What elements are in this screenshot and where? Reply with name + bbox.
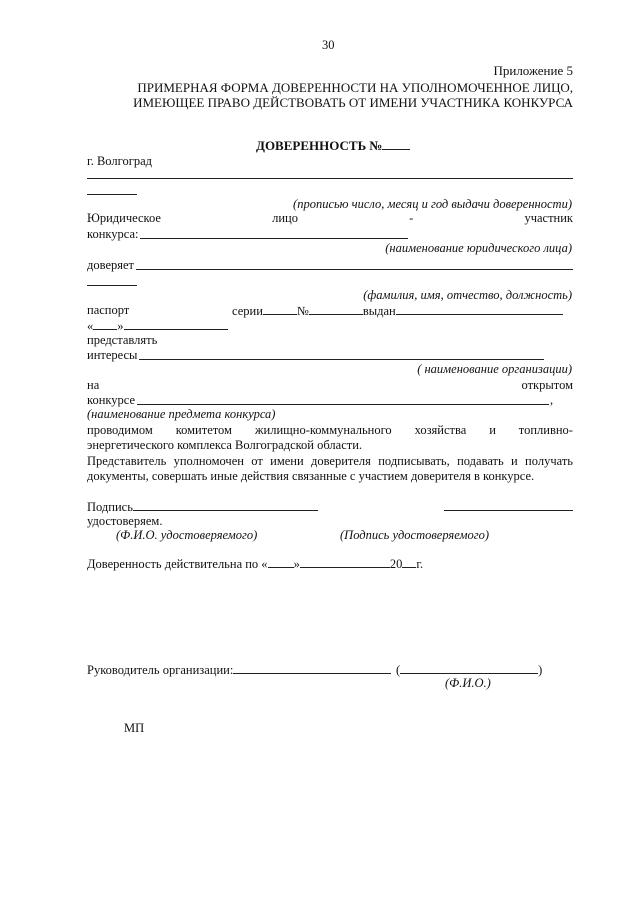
fio-hint: (Ф.И.О. удостоверяемого) — [116, 528, 258, 542]
word: комитетом — [175, 423, 232, 437]
passport-label: паспорт — [87, 303, 130, 317]
paren-close: ) — [538, 663, 543, 677]
person-hint: (фамилия, имя, отчество, должность) — [363, 288, 572, 302]
comma: , — [550, 393, 554, 407]
stamp-label: МП — [124, 721, 145, 735]
legal-entity-field[interactable] — [140, 238, 408, 239]
trusts-label: доверяет — [87, 258, 134, 272]
document-title — [256, 138, 410, 153]
signature-label: Подпись — [87, 500, 133, 514]
validity-prefix: Доверенность действительна по « — [87, 557, 268, 571]
appendix-label: Приложение 5 — [493, 63, 573, 78]
head-fio-field[interactable] — [400, 662, 538, 674]
quote-close: » — [117, 319, 124, 333]
word: топливно- — [518, 423, 573, 437]
word: Юридическое — [87, 211, 161, 225]
signature-hint: (Подпись удостоверяемого) — [340, 528, 489, 542]
paren-open: ( — [396, 663, 401, 677]
conducted-line — [87, 423, 573, 438]
legal-entity-line — [87, 211, 573, 226]
certify-label: удостоверяем. — [87, 514, 163, 528]
series-label: серии — [232, 304, 263, 318]
number-label: № — [296, 304, 309, 318]
interests-label: интересы — [87, 348, 138, 362]
issue-month-field[interactable] — [124, 318, 228, 330]
word: лицо — [272, 211, 298, 225]
issued-label: выдан — [362, 304, 396, 318]
date-hint: (прописью число, месяц и год выдачи доверенности) — [293, 197, 572, 211]
issued-field[interactable] — [396, 303, 563, 315]
page-number: 30 — [322, 38, 335, 52]
validity-day-field[interactable] — [268, 556, 294, 568]
word: жилищно-коммунального — [254, 423, 392, 437]
organization-field[interactable] — [139, 359, 544, 360]
head-fio-hint: (Ф.И.О.) — [445, 676, 491, 690]
contest-subject-hint: (наименование предмета конкурса) — [87, 407, 276, 421]
trustee-field[interactable] — [136, 269, 573, 270]
on-open-line — [87, 378, 573, 393]
head-row — [87, 662, 391, 678]
contest-word: конкурсе — [87, 393, 136, 407]
contest-label: конкурса: — [87, 227, 139, 241]
number-blank[interactable] — [382, 138, 410, 150]
contest-subject-field[interactable] — [137, 404, 549, 405]
conducted-line-2: энергетического комплекса Волгоградской области. — [87, 438, 363, 452]
validity-month-field[interactable] — [300, 556, 390, 568]
validity-year: 20 — [389, 557, 403, 571]
passport-number-field[interactable] — [309, 303, 363, 315]
word: открытом — [521, 378, 573, 392]
authority-paragraph: Представитель уполномочен от имени доверителя подписывать, подавать и получать документы, совершать иные действия связанные с участием доверителя в конкурсе. — [87, 454, 573, 483]
signature-field[interactable] — [133, 499, 318, 511]
word: - — [409, 211, 414, 225]
title-text: ДОВЕРЕННОСТЬ № — [256, 138, 383, 153]
date-line-short[interactable] — [87, 194, 137, 195]
word: проводимом — [87, 423, 153, 437]
passport-fields — [232, 303, 563, 319]
quote-open: « — [87, 319, 94, 333]
series-field[interactable] — [263, 303, 297, 315]
word: хозяйства — [414, 423, 467, 437]
word: на — [87, 378, 100, 392]
issue-day-field[interactable] — [93, 318, 117, 330]
organization-hint: ( наименование организации) — [417, 362, 572, 376]
word: и — [489, 423, 496, 437]
validity-suffix: г. — [416, 557, 424, 571]
city: г. Волгоград — [87, 154, 152, 168]
signature-field-right[interactable] — [444, 510, 573, 511]
legal-entity-hint: (наименование юридического лица) — [385, 241, 572, 255]
validity-line — [87, 556, 423, 572]
word: участник — [524, 211, 573, 225]
validity-year-field[interactable] — [402, 556, 416, 568]
heading-line-2: ИМЕЮЩЕЕ ПРАВО ДЕЙСТВОВАТЬ ОТ ИМЕНИ УЧАСТНИКА КОНКУРСА — [133, 95, 573, 110]
heading-line-1: ПРИМЕРНАЯ ФОРМА ДОВЕРЕННОСТИ НА УПОЛНОМОЧЕННОЕ ЛИЦО, — [137, 80, 573, 95]
head-signature-field[interactable] — [233, 662, 391, 674]
date-line[interactable] — [87, 178, 573, 179]
represent-label: представлять — [87, 333, 158, 347]
signature-row — [87, 499, 318, 515]
validity-quote: » — [293, 557, 300, 571]
head-label: Руководитель организации: — [87, 663, 234, 677]
issue-date-line — [87, 318, 228, 334]
trustee-field-short[interactable] — [87, 285, 137, 286]
